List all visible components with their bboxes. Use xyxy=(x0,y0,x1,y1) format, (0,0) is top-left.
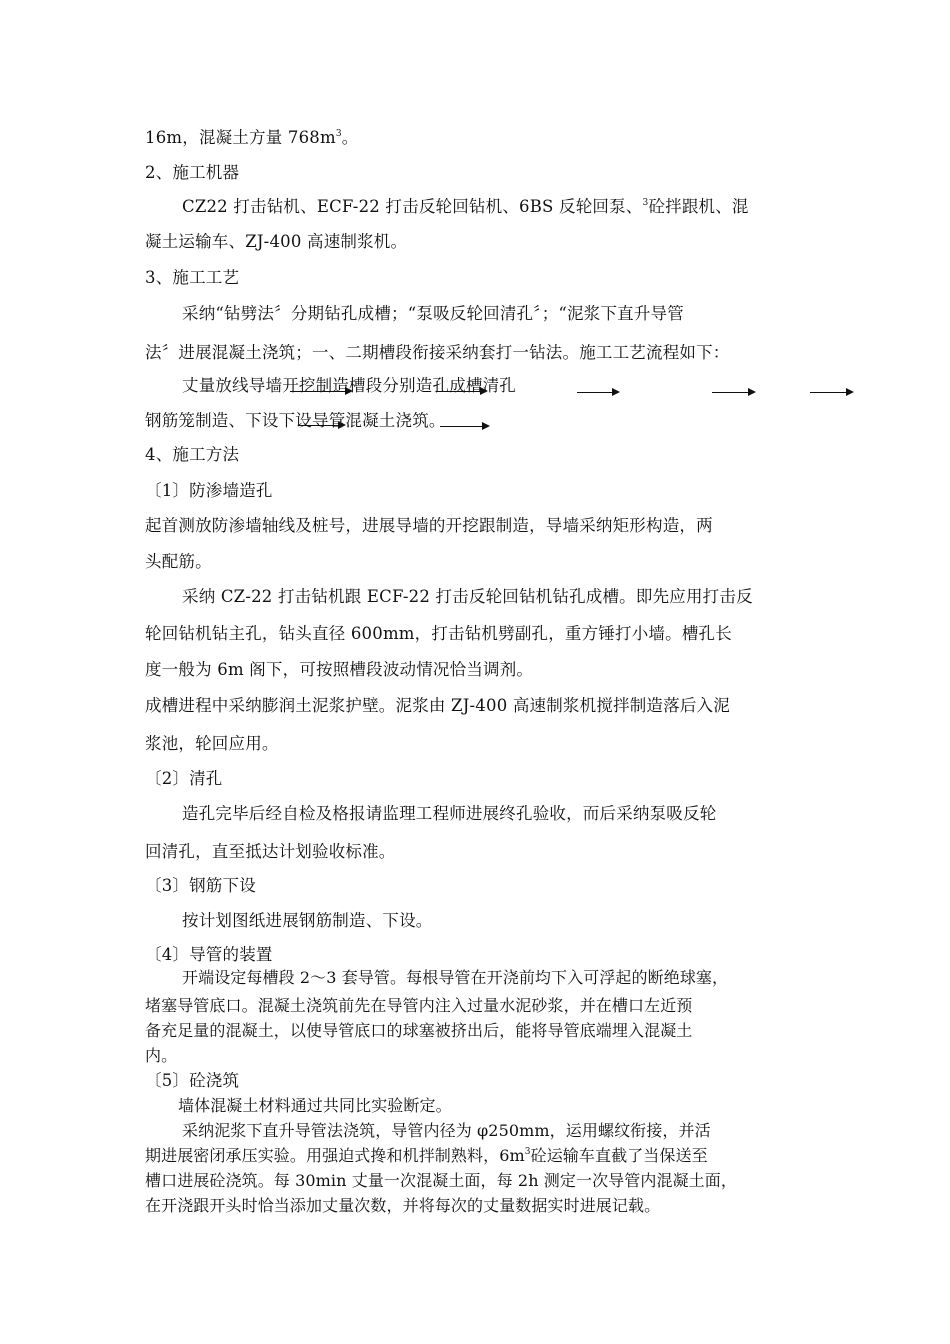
section-heading: 4、施工方法 xyxy=(145,445,240,464)
flow-step-line: 钢筋笼制造、下设下设导管混凝土浇筑。 xyxy=(145,411,446,430)
paragraph-line: CZ22 打击钻机、ECF-22 打击反轮回钻机、6BS 反轮回泵、$^3$砼拌跟机、混 xyxy=(182,197,749,216)
paragraph-line: 成槽进程中采纳膨润土泥浆护壁。泥浆由 ZJ-400 高速制浆机搅拌制造落后入泥 xyxy=(145,696,730,715)
paragraph-line: 头配筋。 xyxy=(145,552,212,571)
subsection-heading: 〔3〕钢筋下设 xyxy=(145,876,256,895)
flow-arrow xyxy=(440,426,482,427)
flow-arrow xyxy=(810,392,846,393)
flow-arrow xyxy=(577,392,612,393)
flow-arrow xyxy=(290,391,345,392)
subsection-heading: 〔1〕防渗墙造孔 xyxy=(145,481,273,500)
paragraph-line: 开端设定每槽段 2～3 套导管。每根导管在开浇前均下入可浮起的断绝球塞， xyxy=(182,968,729,987)
flow-step-line: 丈量放线导墙开挖制造槽段分别造孔成槽清孔 xyxy=(182,376,516,395)
subsection-heading: 〔2〕清孔 xyxy=(145,769,223,788)
flow-arrow xyxy=(712,392,748,393)
paragraph-line: 度一般为 6m 阁下，可按照槽段波动情况恰当调剂。 xyxy=(145,660,534,679)
paragraph-line: 备充足量的混凝土，以使导管底口的球塞被挤出后，能将导管底端埋入混凝土 xyxy=(145,1021,693,1040)
paragraph-line: 槽口进展砼浇筑。每 30min 丈量一次混凝土面，每 2h 测定一次导管内混凝土面， xyxy=(145,1171,737,1190)
paragraph-line: 回清孔，直至抵达计划验收标准。 xyxy=(145,842,396,861)
paragraph-line: 堵塞导管底口。混凝土浇筑前先在导管内注入过量水泥砂浆，并在槽口左近预 xyxy=(145,996,693,1015)
paragraph-line: 墙体混凝土材料通过共同比实验断定。 xyxy=(178,1096,452,1115)
subsection-heading: 〔4〕导管的装置 xyxy=(145,945,273,964)
flow-arrow xyxy=(298,425,338,426)
flow-arrow xyxy=(437,391,480,392)
paragraph-line: 期进展密闭承压实验。用强迫式搀和机拌制熟料，$6m^3$砼运输车直截了当保送至 xyxy=(145,1146,708,1165)
paragraph-line: 法〞进展混凝土浇筑；一、二期槽段衔接采纳套打一钻法。施工工艺流程如下： xyxy=(145,343,730,362)
paragraph-line: 采纳泥浆下直升导管法浇筑，导管内径为 φ250mm，运用螺纹衔接，并活 xyxy=(182,1121,711,1140)
paragraph-line: 采纳 CZ-22 打击钻机跟 ECF-22 打击反轮回钻机钻孔成槽。即先应用打击反 xyxy=(182,587,753,606)
subsection-heading: 〔5〕砼浇筑 xyxy=(145,1071,240,1090)
section-heading: 3、施工工艺 xyxy=(145,268,240,287)
paragraph-line: 16m，混凝土方量 $768m^3$。 xyxy=(145,128,359,147)
paragraph-line: 按计划图纸进展钢筋制造、下设。 xyxy=(182,911,433,930)
paragraph-line: 起首测放防渗墙轴线及桩号，进展导墙的开挖跟制造，导墙采纳矩形构造，两 xyxy=(145,516,713,535)
paragraph-line: 采纳“钻劈法〞分期钻孔成槽；“泵吸反轮回清孔〞；“泥浆下直升导管 xyxy=(182,304,684,323)
paragraph-line: 凝土运输车、ZJ-400 高速制浆机。 xyxy=(145,232,408,251)
paragraph-line: 浆池，轮回应用。 xyxy=(145,734,279,753)
paragraph-line: 轮回钻机钻主孔，钻头直径 600mm，打击钻机劈副孔，重方锤打小墙。槽孔长 xyxy=(145,624,732,643)
paragraph-line: 造孔完毕后经自检及格报请监理工程师进展终孔验收，而后采纳泵吸反轮 xyxy=(182,804,717,823)
paragraph-line: 在开浇跟开头时恰当添加丈量次数，并将每次的丈量数据实时进展记载。 xyxy=(145,1196,661,1215)
section-heading: 2、施工机器 xyxy=(145,163,240,182)
paragraph-line: 内。 xyxy=(145,1046,178,1065)
